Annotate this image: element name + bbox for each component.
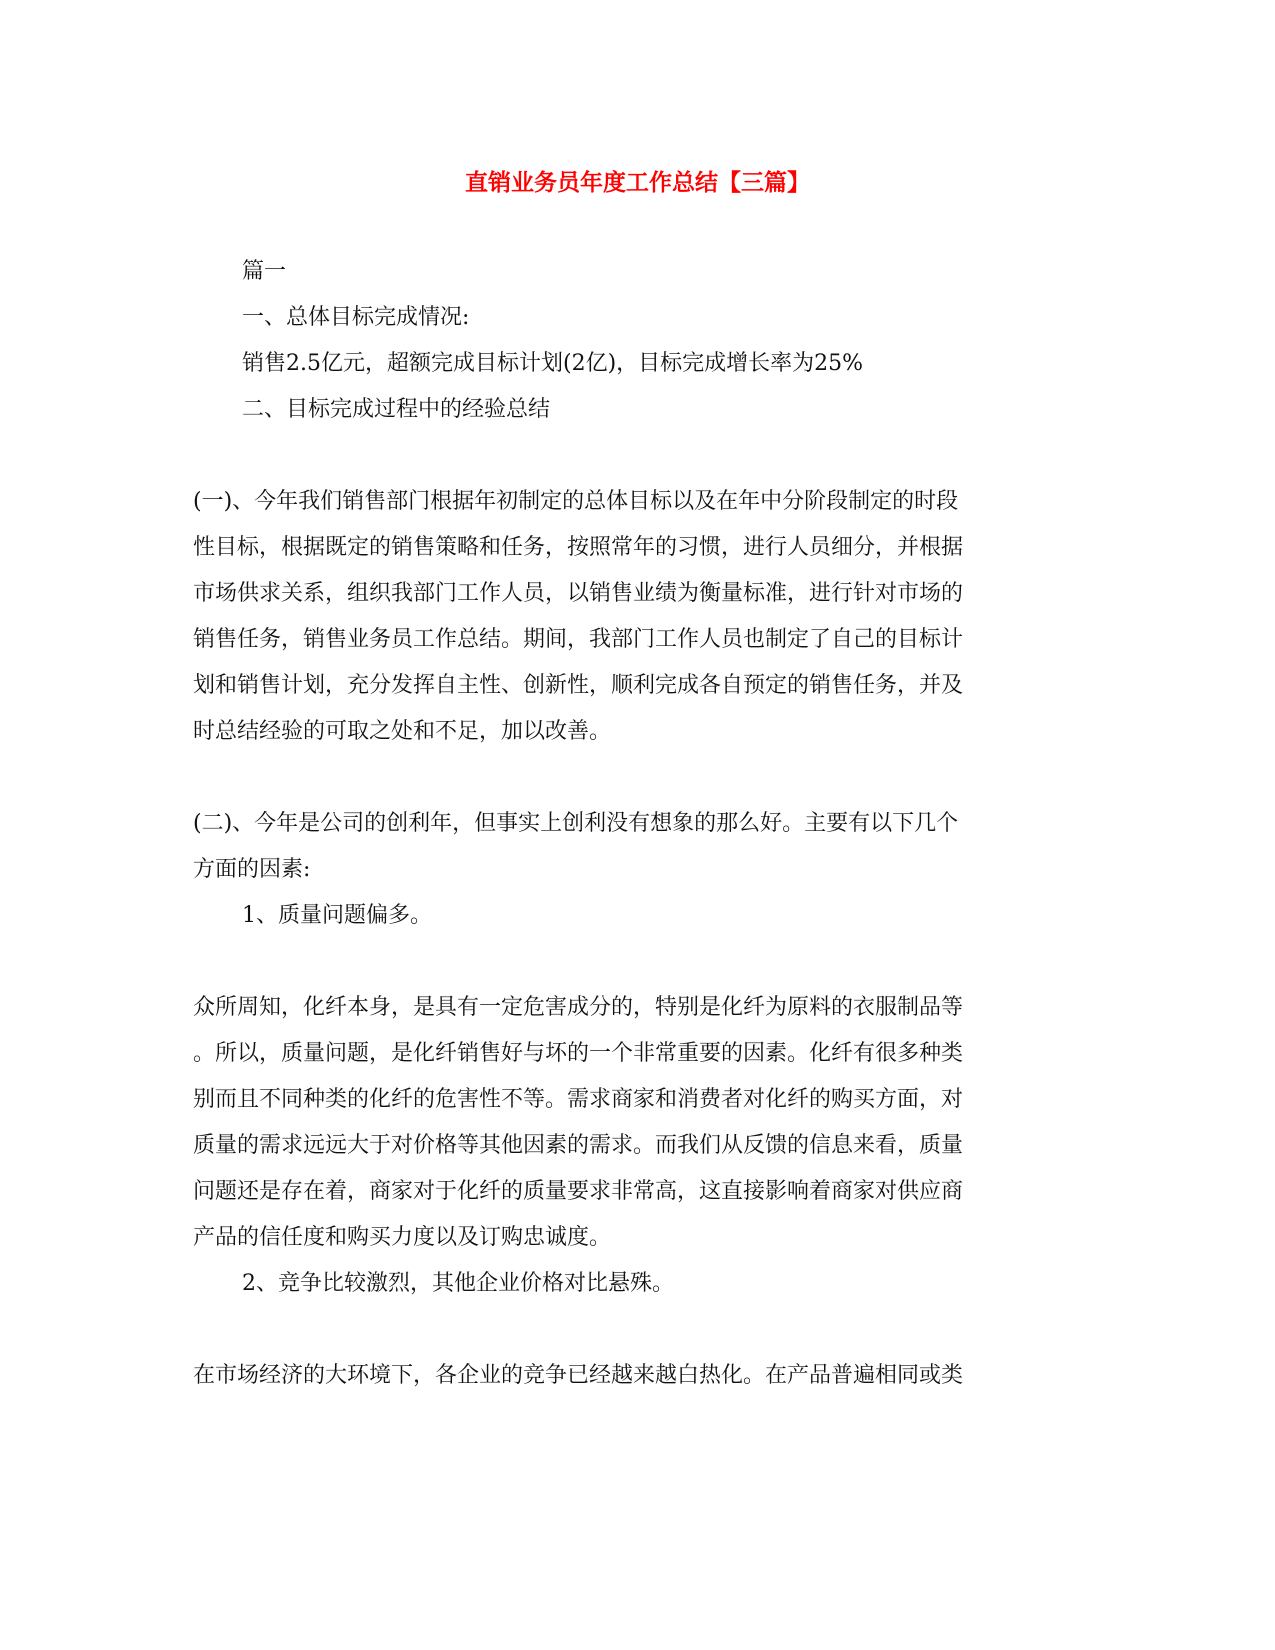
paragraph-line: 别而且不同种类的化纤的危害性不等。需求商家和消费者对化纤的购买方面，对 bbox=[193, 1087, 964, 1112]
document-title: 直销业务员年度工作总结【三篇】 bbox=[465, 170, 810, 196]
paragraph-line: 众所周知，化纤本身，是具有一定危害成分的，特别是化纤为原料的衣服制品等 bbox=[193, 995, 964, 1020]
paragraph-line: 性目标，根据既定的销售策略和任务，按照常年的习惯，进行人员细分，并根据 bbox=[193, 535, 964, 560]
paragraph-line: 产品的信任度和购买力度以及订购忠诚度。 bbox=[193, 1225, 612, 1250]
paragraph-line: 划和销售计划，充分发挥自主性、创新性，顺利完成各自预定的销售任务，并及 bbox=[193, 673, 964, 698]
list-item-quality: 1、质量问题偏多。 bbox=[242, 903, 432, 928]
list-item-competition: 2、竞争比较激烈，其他企业价格对比悬殊。 bbox=[242, 1271, 674, 1296]
section-label: 篇一 bbox=[242, 259, 287, 284]
paragraph-line: 销售任务，销售业务员工作总结。期间，我部门工作人员也制定了自己的目标计 bbox=[193, 627, 964, 652]
paragraph-line: 市场供求关系，组织我部门工作人员，以销售业绩为衡量标准，进行针对市场的 bbox=[193, 581, 964, 606]
heading-experience-summary: 二、目标完成过程中的经验总结 bbox=[242, 397, 551, 422]
paragraph-line: 在市场经济的大环境下，各企业的竞争已经越来越白热化。在产品普遍相同或类 bbox=[193, 1363, 964, 1388]
paragraph-line: 方面的因素: bbox=[193, 857, 311, 882]
paragraph-line: 问题还是存在着，商家对于化纤的质量要求非常高，这直接影响着商家对供应商 bbox=[193, 1179, 964, 1204]
heading-overall-goal: 一、总体目标完成情况: bbox=[242, 305, 470, 330]
sales-summary-line: 销售2.5亿元，超额完成目标计划(2亿)，目标完成增长率为25% bbox=[242, 351, 864, 376]
paragraph-line: (二)、今年是公司的创利年，但事实上创利没有想象的那么好。主要有以下几个 bbox=[193, 811, 959, 836]
paragraph-line: (一)、今年我们销售部门根据年初制定的总体目标以及在年中分阶段制定的时段 bbox=[193, 489, 959, 514]
paragraph-line: 时总结经验的可取之处和不足，加以改善。 bbox=[193, 719, 612, 744]
paragraph-line: 质量的需求远远大于对价格等其他因素的需求。而我们从反馈的信息来看，质量 bbox=[193, 1133, 964, 1158]
paragraph-line: 。所以，质量问题，是化纤销售好与坏的一个非常重要的因素。化纤有很多种类 bbox=[193, 1041, 964, 1066]
